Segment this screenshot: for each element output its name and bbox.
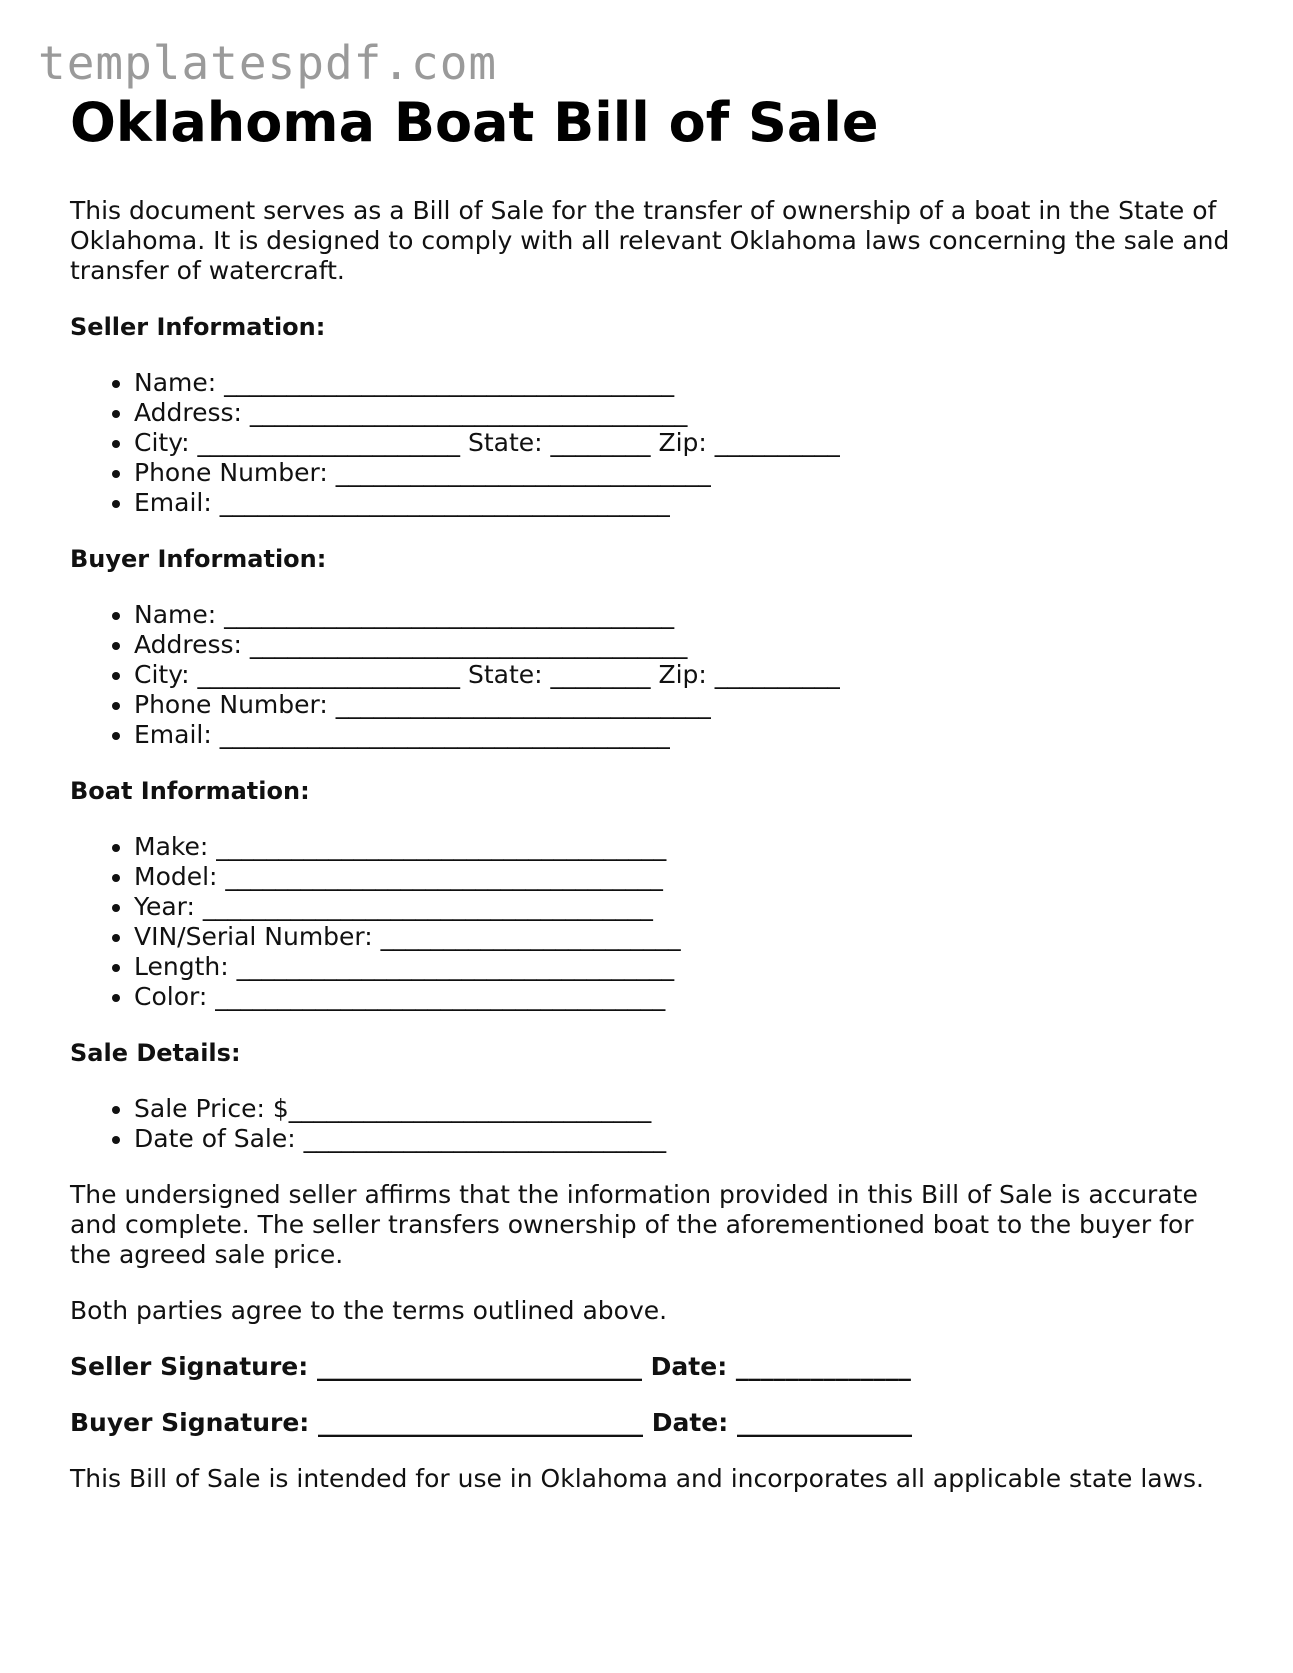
agreement-paragraph: Both parties agree to the terms outlined above.	[70, 1296, 668, 1325]
boat-vin-field[interactable]: • VIN/Serial Number: ________________________	[134, 922, 1230, 952]
sale-heading: Sale Details:	[70, 1039, 241, 1067]
boat-color-field[interactable]: • Color: ____________________________________	[134, 982, 1230, 1012]
boat-year-field[interactable]: • Year: ____________________________________	[134, 892, 1230, 922]
seller-phone-field[interactable]: • Phone Number: ______________________________	[134, 458, 1230, 488]
boat-make-field[interactable]: • Make: ____________________________________	[134, 832, 1230, 862]
buyer-signature-line[interactable]: Buyer Signature: __________________________ Date: ______________	[70, 1408, 912, 1437]
buyer-phone-field[interactable]: • Phone Number: ______________________________	[134, 690, 1230, 720]
document-page	[70, 90, 1230, 1494]
buyer-fields	[70, 600, 1230, 750]
boat-length-field[interactable]: • Length: ___________________________________	[134, 952, 1230, 982]
boat-fields	[70, 832, 1230, 1012]
boat-heading: Boat Information:	[70, 777, 310, 805]
buyer-city-state-zip-field[interactable]: • City: _____________________ State: ________ Zip: __________	[134, 660, 1230, 690]
footer-paragraph: This Bill of Sale is intended for use in Oklahoma and incorporates all applicable state laws.	[70, 1464, 1204, 1493]
seller-city-state-zip-field[interactable]: • City: _____________________ State: ________ Zip: __________	[134, 428, 1230, 458]
seller-fields	[70, 368, 1230, 518]
sale-fields	[70, 1094, 1230, 1154]
document-title: Oklahoma Boat Bill of Sale	[70, 91, 879, 154]
buyer-name-field[interactable]: • Name: ____________________________________	[134, 600, 1230, 630]
sale-date-field[interactable]: • Date of Sale: _____________________________	[134, 1124, 1230, 1154]
intro-paragraph: This document serves as a Bill of Sale for the transfer of ownership of a boat in the State of Oklahoma. It is designed to comply with all relevant Oklahoma laws concerning the sale and transfer of watercraft.	[70, 196, 1230, 285]
seller-signature-line[interactable]: Seller Signature: __________________________ Date: ______________	[70, 1352, 911, 1381]
watermark: templatespdf.com	[38, 36, 498, 90]
affirmation-paragraph: The undersigned seller affirms that the information provided in this Bill of Sale is accurate and complete. The seller transfers ownership of the aforementioned boat to the buyer for the agreed sale price.	[70, 1180, 1198, 1269]
seller-heading: Seller Information:	[70, 313, 326, 341]
seller-email-field[interactable]: • Email: ____________________________________	[134, 488, 1230, 518]
buyer-address-field[interactable]: • Address: ___________________________________	[134, 630, 1230, 660]
boat-model-field[interactable]: • Model: ___________________________________	[134, 862, 1230, 892]
sale-price-field[interactable]: • Sale Price: $_____________________________	[134, 1094, 1230, 1124]
seller-address-field[interactable]: • Address: ___________________________________	[134, 398, 1230, 428]
buyer-email-field[interactable]: • Email: ____________________________________	[134, 720, 1230, 750]
seller-name-field[interactable]: • Name: ____________________________________	[134, 368, 1230, 398]
buyer-heading: Buyer Information:	[70, 545, 327, 573]
